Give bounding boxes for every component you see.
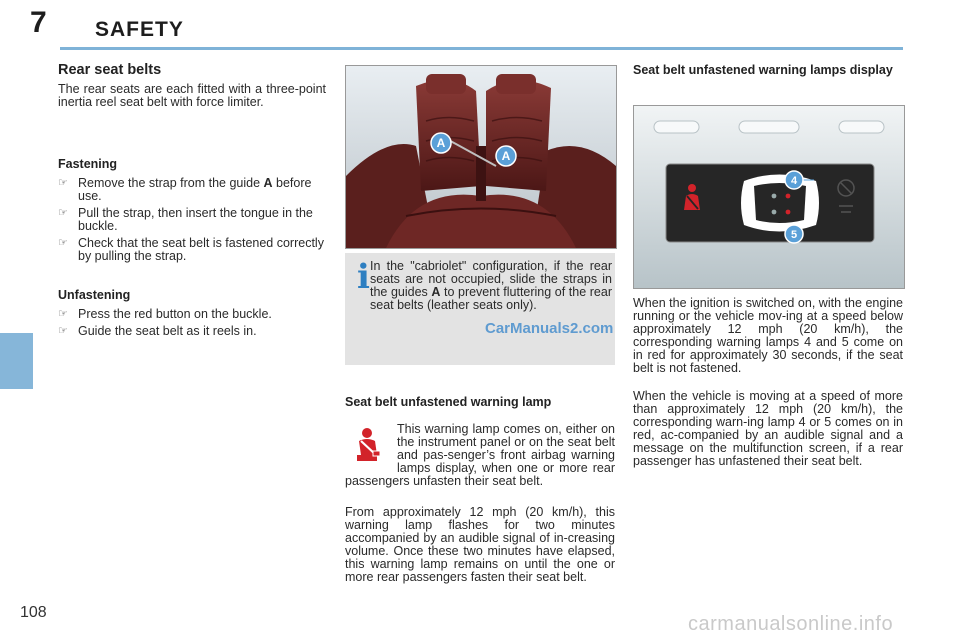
info-icon: i (357, 257, 370, 297)
rear-seats-photo (345, 65, 617, 249)
warning-lamp-heading: Seat belt unfastened warning lamp (345, 395, 552, 409)
bullet-pointer-icon: ☞ (58, 207, 68, 219)
bullet-pointer-icon: ☞ (58, 237, 68, 249)
footer-watermark: carmanualsonline.info (688, 613, 894, 635)
rear-seat-belts-heading: Rear seat belts (58, 62, 162, 78)
chapter-side-tab (0, 333, 33, 389)
warning-lamp-para2: From approximately 12 mph (20 km/h), this warning lamp flashes for two minutes accompanied by an audible signal of in-creasing volume. Once these two minutes have elapsed, this warning lamp remains on until the one or more rear passengers fasten their seat belt. (345, 505, 615, 584)
watermark: CarManuals2.com (485, 320, 614, 337)
unfastening-heading: Unfastening (58, 288, 131, 302)
rear-seat-belts-intro: The rear seats are each fitted with a three-point inertia reel seat belt with force limiter. (58, 82, 326, 109)
list-item: ☞ Remove the strap from the guide A before use. (58, 176, 312, 203)
list-item: ☞ Guide the seat belt as it reels in. (58, 324, 257, 338)
lamps-display-figure (633, 105, 905, 289)
guide-a-label: A (501, 149, 511, 163)
info-box-text: In the "cabriolet" configuration, if the rear seats are not occupied, slide the straps in the guides A to prevent fluttering of the rear seat belts (leather seats only). (370, 259, 612, 312)
fastening-list (58, 177, 326, 263)
lamps-display-para2: When the vehicle is moving at a speed of more than approximately 12 mph (20 km/h), the corresponding warn-ing lamp 4 or 5 comes on in red, ac-companied by an audible signal and a message on the multifunction screen, if a rear passenger has unfastened their seat belt. (633, 389, 903, 468)
list-item: ☞ Press the red button on the buckle. (58, 307, 272, 321)
chapter-title: SAFETY (95, 18, 184, 41)
list-item: ☞ Pull the strap, then insert the tongue in the buckle. (58, 206, 313, 233)
list-item: ☞ Check that the seat belt is fastened correctly by pulling the strap. (58, 236, 324, 263)
page-number: 108 (20, 604, 47, 621)
bullet-pointer-icon: ☞ (58, 325, 68, 337)
unfastening-list (58, 308, 326, 338)
warning-lamp-para1: This warning lamp comes on, either on the instrument panel or on the seat belt and pas-senger’s front airbag warning lamps display, when one or more rear passengers unfasten their seat belt. (345, 422, 615, 488)
bullet-pointer-icon: ☞ (58, 177, 68, 189)
info-box (345, 253, 615, 365)
lamps-display-heading: Seat belt unfastened warning lamps display (633, 63, 893, 77)
fastening-heading: Fastening (58, 157, 118, 171)
lamps-display-para1: When the ignition is switched on, with the engine running or the vehicle mov-ing at a speed below approximately 12 mph (20 km/h), the corresponding warning lamps 4 and 5 come on in red for approximately 30 seconds, if the seat belt is not fastened. (633, 296, 903, 375)
lamp-5-label: 5 (790, 229, 798, 241)
lamp-4-label: 4 (790, 175, 798, 187)
chapter-number: 7 (30, 6, 47, 39)
bullet-pointer-icon: ☞ (58, 308, 68, 320)
header-rule (60, 47, 903, 50)
car-top-view-icon (741, 175, 819, 232)
guide-a-label: A (436, 136, 446, 150)
